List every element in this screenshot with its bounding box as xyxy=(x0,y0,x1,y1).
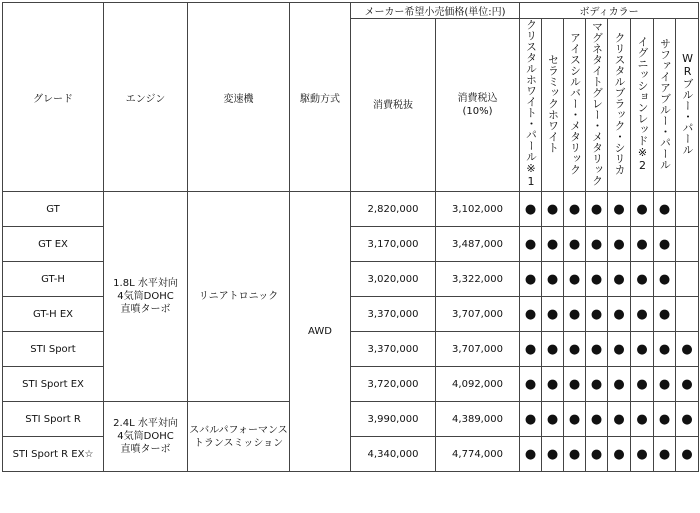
color-availability-6: ● xyxy=(631,297,654,332)
price-inc-tax-cell: 4,774,000 xyxy=(436,437,520,472)
color-availability-5: ● xyxy=(608,297,631,332)
table-body xyxy=(3,192,699,472)
color-availability-4: ● xyxy=(586,367,608,402)
price-ex-tax-cell: 3,370,000 xyxy=(351,332,436,367)
color-availability-4: ● xyxy=(586,262,608,297)
color-availability-7: ● xyxy=(654,262,676,297)
color-availability-7: ● xyxy=(654,332,676,367)
price-inc-tax-cell: 4,092,000 xyxy=(436,367,520,402)
price-inc-tax-header xyxy=(436,19,520,192)
color-availability-5: ● xyxy=(608,262,631,297)
color-availability-6: ● xyxy=(631,402,654,437)
price-ex-tax-cell: 3,020,000 xyxy=(351,262,436,297)
engine-cell-line: 2.4L 水平対向 xyxy=(113,418,178,429)
color-name: イグニッションレッド※2 xyxy=(636,35,650,172)
color-header-3 xyxy=(564,19,586,192)
color-availability-7: ● xyxy=(654,367,676,402)
color-availability-4: ● xyxy=(586,437,608,472)
price-inc-tax-cell: 4,389,000 xyxy=(436,402,520,437)
color-availability-6: ● xyxy=(631,192,654,227)
price-ex-tax-cell: 3,990,000 xyxy=(351,402,436,437)
color-availability-8: ● xyxy=(676,367,699,402)
color-availability-3: ● xyxy=(564,402,586,437)
color-header-1 xyxy=(520,19,542,192)
spec-table xyxy=(2,2,699,472)
color-availability-5: ● xyxy=(608,332,631,367)
transmission-cell xyxy=(188,192,290,402)
grade-cell: STI Sport EX xyxy=(3,367,104,402)
color-name: クリスタルホワイト・パール※1 xyxy=(524,19,538,188)
price-inc-tax-cell: 3,707,000 xyxy=(436,332,520,367)
color-availability-7: ● xyxy=(654,437,676,472)
table-row xyxy=(3,402,699,437)
color-name: サファイアブルー・パール xyxy=(658,37,672,170)
price-ex-tax-cell: 3,170,000 xyxy=(351,227,436,262)
grade-cell: STI Sport R EX☆ xyxy=(3,437,104,472)
price-ex-tax-cell: 2,820,000 xyxy=(351,192,436,227)
color-header-6 xyxy=(631,19,654,192)
color-availability-4: ● xyxy=(586,192,608,227)
price-ex-tax-cell: 4,340,000 xyxy=(351,437,436,472)
color-availability-4: ● xyxy=(586,402,608,437)
color-availability-1: ● xyxy=(520,437,542,472)
drive-cell: AWD xyxy=(290,192,351,472)
color-availability-4: ● xyxy=(586,332,608,367)
color-header-7 xyxy=(654,19,676,192)
color-availability-7: ● xyxy=(654,227,676,262)
color-availability-8: ● xyxy=(676,437,699,472)
color-availability-1: ● xyxy=(520,332,542,367)
color-availability-5: ● xyxy=(608,227,631,262)
color-availability-2: ● xyxy=(542,367,564,402)
color-availability-1: ● xyxy=(520,192,542,227)
color-availability-3: ● xyxy=(564,437,586,472)
color-availability-6: ● xyxy=(631,262,654,297)
color-availability-3: ● xyxy=(564,297,586,332)
color-availability-3: ● xyxy=(564,192,586,227)
color-availability-8 xyxy=(676,297,699,332)
engine-cell-line: 4気筒DOHC xyxy=(117,291,174,302)
color-availability-2: ● xyxy=(542,332,564,367)
table-row xyxy=(3,192,699,227)
color-header-8 xyxy=(676,19,699,192)
color-availability-6: ● xyxy=(631,332,654,367)
engine-cell-line: 直噴ターボ xyxy=(120,444,171,455)
color-availability-6: ● xyxy=(631,367,654,402)
body-color-header: ボディカラー xyxy=(520,3,699,19)
grade-cell: STI Sport xyxy=(3,332,104,367)
color-availability-4: ● xyxy=(586,227,608,262)
color-availability-1: ● xyxy=(520,227,542,262)
color-availability-1: ● xyxy=(520,262,542,297)
header-row-top xyxy=(3,3,699,19)
color-name: マグネタイトグレー・メタリック xyxy=(590,21,604,186)
color-availability-2: ● xyxy=(542,262,564,297)
color-availability-8: ● xyxy=(676,332,699,367)
price-inc-tax-cell: 3,102,000 xyxy=(436,192,520,227)
price-inc-tax-rate: (10%) xyxy=(462,106,493,117)
price-inc-tax-cell: 3,322,000 xyxy=(436,262,520,297)
grade-header: グレード xyxy=(3,3,104,192)
color-availability-2: ● xyxy=(542,227,564,262)
color-availability-4: ● xyxy=(586,297,608,332)
price-ex-tax-cell: 3,720,000 xyxy=(351,367,436,402)
drive-header: 駆動方式 xyxy=(290,3,351,192)
color-availability-5: ● xyxy=(608,437,631,472)
price-inc-tax-cell: 3,487,000 xyxy=(436,227,520,262)
color-name: クリスタルブラック・シリカ xyxy=(613,32,627,175)
color-availability-1: ● xyxy=(520,402,542,437)
color-availability-8 xyxy=(676,262,699,297)
price-ex-tax-header: 消費税抜 xyxy=(351,19,436,192)
grade-cell: GT EX xyxy=(3,227,104,262)
transmission-cell-line: リニアトロニック xyxy=(198,291,279,302)
color-availability-7: ● xyxy=(654,192,676,227)
color-name: アイスシルバー・メタリック xyxy=(568,32,582,175)
grade-cell: GT-H xyxy=(3,262,104,297)
color-availability-2: ● xyxy=(542,297,564,332)
color-availability-5: ● xyxy=(608,192,631,227)
color-availability-3: ● xyxy=(564,332,586,367)
engine-cell-line: 1.8L 水平対向 xyxy=(113,278,178,289)
transmission-header: 変速機 xyxy=(188,3,290,192)
engine-header: エンジン xyxy=(104,3,188,192)
price-header: メーカー希望小売価格(単位:円) xyxy=(351,3,520,19)
color-name: セラミックホワイト xyxy=(546,54,560,153)
price-inc-tax-cell: 3,707,000 xyxy=(436,297,520,332)
color-availability-3: ● xyxy=(564,367,586,402)
color-availability-2: ● xyxy=(542,402,564,437)
color-availability-3: ● xyxy=(564,262,586,297)
color-availability-3: ● xyxy=(564,227,586,262)
color-availability-7: ● xyxy=(654,297,676,332)
color-header-2 xyxy=(542,19,564,192)
color-availability-2: ● xyxy=(542,437,564,472)
grade-cell: GT xyxy=(3,192,104,227)
color-availability-5: ● xyxy=(608,367,631,402)
engine-cell-line: 直噴ターボ xyxy=(120,304,171,315)
transmission-cell-line: スバルパフォーマンス xyxy=(189,424,288,436)
color-availability-6: ● xyxy=(631,437,654,472)
color-availability-8 xyxy=(676,227,699,262)
color-header-5 xyxy=(608,19,631,192)
engine-cell xyxy=(104,192,188,402)
color-name: WRブルー・パール xyxy=(681,52,695,155)
transmission-cell-line: トランスミッション xyxy=(193,437,284,449)
grade-cell: GT-H EX xyxy=(3,297,104,332)
transmission-cell xyxy=(188,402,290,472)
engine-cell-line: 4気筒DOHC xyxy=(117,431,174,442)
color-availability-6: ● xyxy=(631,227,654,262)
color-header-4 xyxy=(586,19,608,192)
color-availability-8: ● xyxy=(676,402,699,437)
color-availability-8 xyxy=(676,192,699,227)
color-availability-1: ● xyxy=(520,367,542,402)
engine-cell xyxy=(104,402,188,472)
color-availability-1: ● xyxy=(520,297,542,332)
color-availability-5: ● xyxy=(608,402,631,437)
price-ex-tax-cell: 3,370,000 xyxy=(351,297,436,332)
color-availability-2: ● xyxy=(542,192,564,227)
grade-cell: STI Sport R xyxy=(3,402,104,437)
color-availability-7: ● xyxy=(654,402,676,437)
price-inc-tax-label: 消費税込 xyxy=(457,93,498,104)
